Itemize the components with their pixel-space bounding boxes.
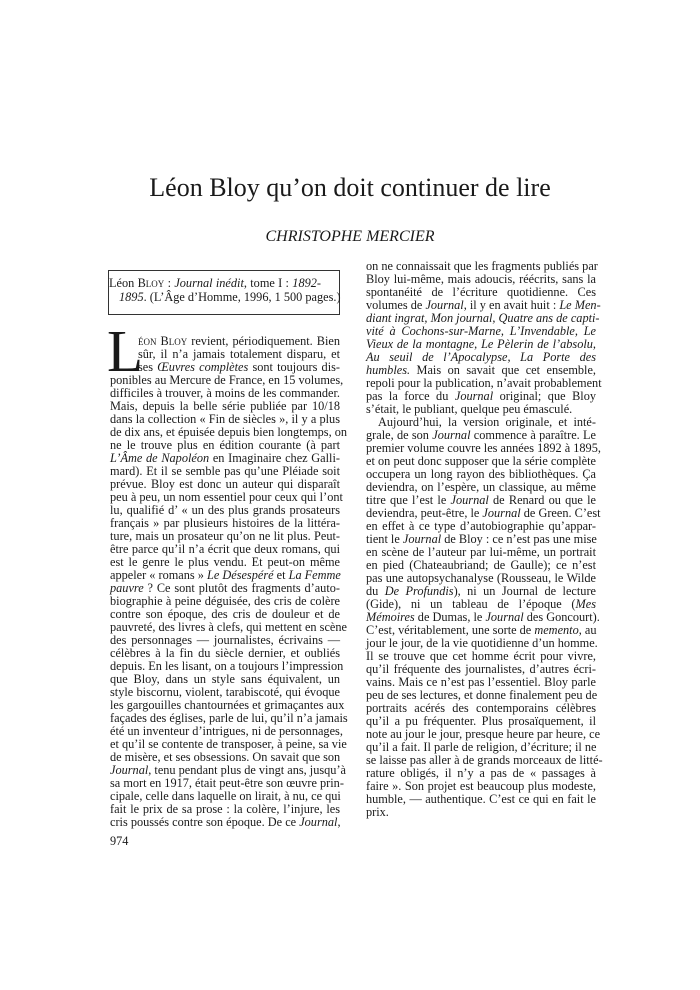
italic-text: Le Désespéré (206, 568, 274, 582)
text-segment: de Dumas, le (414, 610, 486, 624)
text-segment: jour le jour, de la vie quotidienne d’un homme. (366, 636, 598, 650)
text-segment: rature obligés, il n’y a pas de « passages à (366, 766, 596, 780)
text-segment: en effet à ce type d’autobiographie qu’appar- (366, 519, 596, 533)
text-segment: est le genre le plus vendu. Et peut-on même (110, 555, 340, 569)
text-segment: faire ». Son projet est beaucoup plus modeste, (366, 779, 596, 793)
text-segment: de dix ans, et épuisée depuis bien longtemps, on (110, 425, 348, 439)
text-segment: Mais, depuis la belle série publiée par 10/18 (110, 399, 340, 413)
italic-text: De Profundis (384, 584, 454, 598)
italic-text: 1895 (119, 290, 144, 304)
text-line (366, 793, 596, 806)
text-segment: spontanéité de l’écriture quotidienne. Ces (366, 285, 596, 299)
text-segment: Bloy lui-même, mais adoucis, réécrits, sans la (366, 272, 596, 286)
text-line (110, 816, 340, 829)
text-segment: pauvreté, des livres à clefs, qui mettent en scène (110, 620, 347, 634)
text-segment: ponibles au Mercure de France, en 15 volumes, (110, 373, 344, 387)
text-segment: cipale, celle dans laquelle on lirait, à nu, ce qui (110, 789, 341, 803)
text-segment: repoli pour la publication, n’avait probablement (366, 376, 602, 390)
text-segment: de misère, et ses obsessions. On savait que son (110, 750, 341, 764)
text-segment: tient le (366, 532, 403, 546)
text-segment: fait le prix de sa prose : la colère, l’injure, les (110, 802, 340, 816)
text-segment: , au (578, 623, 597, 637)
text-segment: prix. (366, 805, 389, 819)
italic-text: Journal (454, 389, 494, 403)
text-segment: biographie à peine déguisée, des cris de colère (110, 594, 340, 608)
text-segment: peu à peu, un nom essentiel pour ceux qui l’ont (110, 490, 343, 504)
italic-text: humbles. (366, 363, 411, 377)
text-segment: de Bloy : ce n’est pas une mise (441, 532, 597, 546)
text-segment: célèbres à la fin du siècle dernier, et oubliés (110, 646, 340, 660)
italic-text: Journal inédit (174, 276, 244, 290)
text-segment: français » par plusieurs histoires de la littéra- (110, 516, 340, 530)
text-segment: sûr, il n’a jamais totalement disparu, et (138, 347, 340, 361)
text-segment: Aujourd’hui, la version originale, et inté- (378, 415, 596, 429)
text-segment: cris poussés contre son époque. De ce (110, 815, 300, 829)
text-segment: grale, de son (366, 428, 433, 442)
text-segment: ses (138, 360, 158, 374)
text-segment: se laisse pas aller à de grands morceaux de litté- (366, 753, 603, 767)
text-segment: commence à paraître. Le (470, 428, 596, 442)
text-segment: mard). Et il se semble pas qu’une Pléiade soit (110, 464, 340, 478)
text-segment: des Goncourt). (523, 610, 600, 624)
text-segment: pas une autopsychanalyse (Rousseau, le Wilde (366, 571, 596, 585)
text-segment: difficiles à trouver, à moins de les commander. (110, 386, 340, 400)
text-segment: ), ni un Journal de lecture (453, 584, 596, 598)
text-segment: qu’il a pu fréquenter. Plus prosaïquement, il (366, 714, 596, 728)
text-segment: , (337, 815, 341, 829)
italic-text: La Femme (288, 568, 341, 582)
text-segment: deviendra, peut-être, le (366, 506, 483, 520)
text-segment: . (L’Âge d’Homme, 1996, 1 500 pages.) (143, 290, 341, 304)
italic-text: Journal (402, 532, 442, 546)
text-segment: Il se trouve que cet homme écrit pour vivre, (366, 649, 596, 663)
page-number: 974 (110, 834, 129, 848)
italic-text: Mémoires (366, 610, 415, 624)
text-segment: C’est, véritablement, une sorte de (366, 623, 535, 637)
italic-text: Journal (110, 763, 149, 777)
text-segment: et (273, 568, 289, 582)
italic-text: Journal (432, 428, 471, 442)
text-segment: on ne connaissait que les fragments publiés par (366, 259, 598, 273)
text-segment: ne le trouve plus en édition courante (à part (110, 438, 340, 452)
italic-text: Œuvres complètes (157, 360, 249, 374)
text-segment: Léon (109, 276, 138, 290)
text-segment: en Imaginaire chez Galli- (209, 451, 340, 465)
italic-text: Au seuil de l’Apocalypse, La Porte des (366, 350, 596, 364)
italic-text: Journal (299, 815, 338, 829)
text-segment: dans la collection « Fin de siècles », il y a plus (110, 412, 340, 426)
text-segment: , tenu pendant plus de vingt ans, jusqu’à (148, 763, 347, 777)
italic-text: Journal (485, 610, 524, 624)
text-segment: occupera un long rayon des bibliothèques. Ça (366, 467, 596, 481)
text-segment: façades des églises, parle de lui, qu’il n’a jamais (110, 711, 348, 725)
text-segment: qu’il a fait. Il parle de religion, d’écriture; il ne (366, 740, 597, 754)
text-segment: être parce qu’il n’a écrit que deux romans, qui (110, 542, 340, 556)
italic-text: 1892- (292, 276, 321, 290)
book-reference-box (108, 270, 340, 315)
text-segment: premier volume couvre les années 1892 à 1895, (366, 441, 601, 455)
text-segment: note au jour le jour, presque heure par heure, ce (366, 727, 601, 741)
text-line (119, 290, 341, 304)
text-segment: , tome I : (243, 276, 293, 290)
text-segment: prévue. Bloy est donc un auteur qui disparaît (110, 477, 340, 491)
text-segment: en pied (Chateaubriand; de Gaulle); ce n’est (366, 558, 596, 572)
text-segment: portraits acérés des contemporains célèbres (366, 701, 596, 715)
drop-cap: L (107, 318, 144, 384)
text-segment: et on peut donc supposer que la série complète (366, 454, 596, 468)
text-segment: appeler « romans » (110, 568, 207, 582)
text-segment: contre son époque, des cris de douleur et de (110, 607, 340, 621)
text-segment: lu, qualifié d’ « un des plus grands prosateurs (110, 503, 340, 517)
text-segment: des personnages — journalistes, écrivains — (110, 633, 340, 647)
text-segment: pas la force du (366, 389, 455, 403)
text-line (109, 277, 321, 290)
text-segment: les gargouilles chantournées et grimaçantes aux (110, 698, 345, 712)
italic-text: pauvre (110, 581, 144, 595)
text-segment: vains. Mais ce n’est pas l’essentiel. Bloy parle (366, 675, 596, 689)
text-segment: depuis. En les lisant, on a toujours l’impression (110, 659, 344, 673)
text-segment: éon Bloy (138, 334, 188, 348)
text-segment: peu de ses lectures, et donne finalement peu de (366, 688, 598, 702)
text-segment: Mais on savait que cet ensemble, (410, 363, 596, 377)
text-segment: s’était, le publiant, quelque peu émasculé. (366, 402, 573, 416)
text-segment: volumes de (366, 298, 426, 312)
text-segment: qu’il fréquente des journalistes, d’autres écri- (366, 662, 596, 676)
text-segment: et qu’il se contente de transposer, à peine, sa vie (110, 737, 347, 751)
italic-text: L’Âme de Napoléon (110, 451, 210, 465)
italic-text: Mes (575, 597, 596, 611)
italic-text: Le Men- (559, 298, 601, 312)
text-segment: Bloy (137, 276, 165, 290)
text-segment: original; que Bloy (493, 389, 596, 403)
text-segment: humble, — authentique. C’est ce qui en fait le (366, 792, 596, 806)
text-segment: (Gide), ni un tableau de l’époque ( (366, 597, 576, 611)
text-segment: , il y en avait huit : (463, 298, 560, 312)
text-segment: style biscornu, violent, tarabiscoté, qui évoque (110, 685, 340, 699)
italic-text: diant ingrat, Mon journal, Quatre ans de capti- (366, 311, 600, 325)
italic-text: Journal (482, 506, 521, 520)
text-segment: ? Ce sont plutôt des fragments d’auto- (143, 581, 340, 595)
text-segment: ture, mais un prosateur qu’on ne lit plus. Peut- (110, 529, 340, 543)
italic-text: Journal (425, 298, 464, 312)
text-segment: : (164, 276, 175, 290)
italic-text: vité à Cochons-sur-Marne, L’Invendable, Le (366, 324, 596, 338)
article-title: Léon Bloy qu’on doit continuer de lire (149, 173, 551, 202)
italic-text: Journal (450, 493, 489, 507)
text-segment: que Bloy, dans un style sans équivalent, un (110, 672, 340, 686)
italic-text: Vieux de la montagne, Le Pèlerin de l’absolu, (366, 337, 596, 351)
text-segment: revient, périodiquement. Bien (187, 334, 340, 348)
text-segment: été un inventeur d’intrigues, ni de personnages, (110, 724, 343, 738)
text-segment: sa mort en 1917, était peut-être son œuvre prin- (110, 776, 344, 790)
text-segment: du (366, 584, 385, 598)
text-segment: de Green. C’est (520, 506, 601, 520)
italic-text: memento (534, 623, 579, 637)
text-segment: en scène de l’auteur par lui-même, un portrait (366, 545, 596, 559)
text-segment: titre que l’est le (366, 493, 451, 507)
article-author: CHRISTOPHE MERCIER (265, 228, 435, 245)
text-segment: de Renard ou que le (488, 493, 596, 507)
text-line (366, 806, 596, 819)
text-segment: sont toujours dis- (248, 360, 340, 374)
text-segment: deviendra, on l’espère, un classique, au même (366, 480, 596, 494)
